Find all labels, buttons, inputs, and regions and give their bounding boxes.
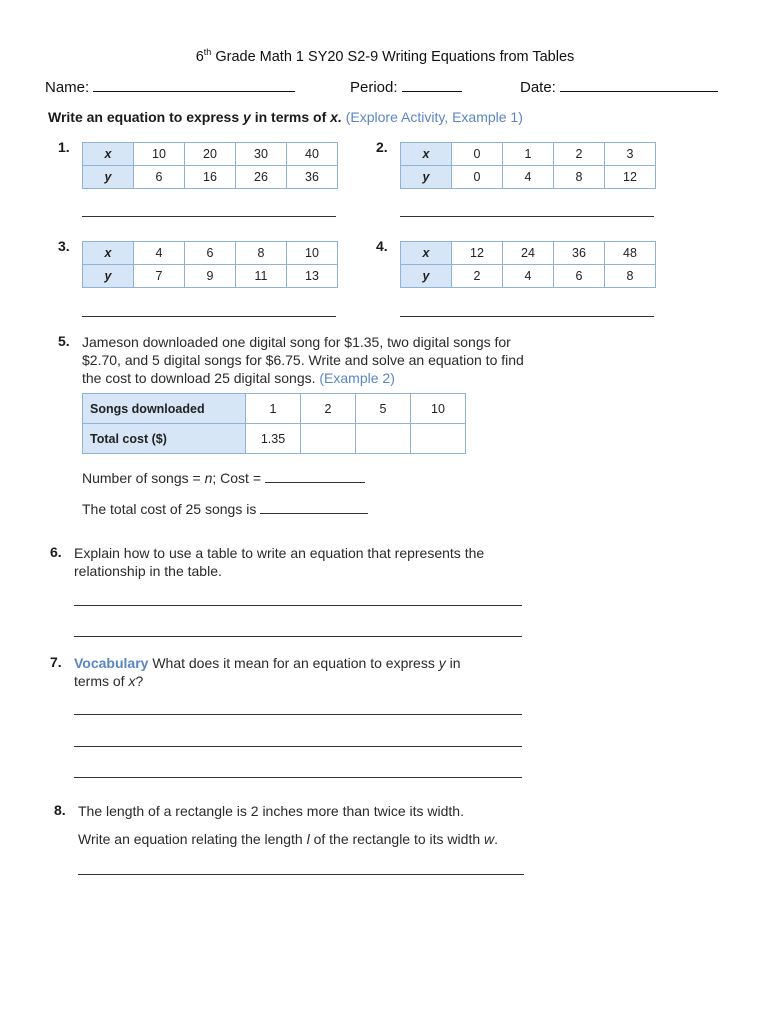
table-cell: 36 xyxy=(554,242,605,265)
total-cost-blank[interactable] xyxy=(260,513,368,514)
problem-8-text-line1: The length of a rectangle is 2 inches more than twice its width. xyxy=(78,803,464,819)
problem-5-reference: (Example 2) xyxy=(319,370,395,386)
table-cell: 10 xyxy=(411,394,466,424)
table-cell: 8 xyxy=(554,166,605,189)
x-header: x xyxy=(401,242,452,265)
table-cell: 16 xyxy=(185,166,236,189)
table-cell[interactable] xyxy=(356,424,411,454)
date-field[interactable] xyxy=(520,77,718,96)
date-blank[interactable] xyxy=(560,77,718,92)
table-cell: 48 xyxy=(605,242,656,265)
problem-7-answer-line[interactable] xyxy=(74,777,522,778)
table-cell[interactable] xyxy=(301,424,356,454)
problem-7-number: 7. xyxy=(50,654,62,670)
problem-2-table xyxy=(400,142,656,189)
table-cell: 6 xyxy=(554,265,605,288)
table-cell: 8 xyxy=(605,265,656,288)
table-cell: 12 xyxy=(452,242,503,265)
problem-3-number: 3. xyxy=(58,238,70,254)
table-cell: 4 xyxy=(503,265,554,288)
problem-5-text: Jameson downloaded one digital song for $1.35, two digital songs for $2.70, and 5 digital songs for $6.75. Write and solve an equation to find the cost to download 25 digital songs. (Example 2) xyxy=(82,334,524,386)
table-cell: 7 xyxy=(134,265,185,288)
problem-6-answer-line[interactable] xyxy=(74,636,522,637)
table-row xyxy=(83,265,338,288)
problem-2-number: 2. xyxy=(376,139,388,155)
table-cell: 9 xyxy=(185,265,236,288)
total-cost-label: Total cost ($) xyxy=(83,424,246,454)
problem-6-text: Explain how to use a table to write an equation that represents the relationship in the table. xyxy=(74,545,485,579)
cost-equation-line: Number of songs = n; Cost = xyxy=(82,469,365,487)
problem-8-answer-line[interactable] xyxy=(78,874,524,875)
table-cell: 1.35 xyxy=(246,424,301,454)
problem-6-answer-line[interactable] xyxy=(74,605,522,606)
table-cell: 40 xyxy=(287,143,338,166)
table-row xyxy=(83,424,466,454)
problem-8-number: 8. xyxy=(54,802,66,818)
table-cell: 0 xyxy=(452,143,503,166)
table-cell: 1 xyxy=(246,394,301,424)
table-cell: 10 xyxy=(287,242,338,265)
vocabulary-label: Vocabulary xyxy=(74,655,149,671)
table-row xyxy=(401,143,656,166)
y-header: y xyxy=(83,166,134,189)
table-cell: 36 xyxy=(287,166,338,189)
table-cell: 30 xyxy=(236,143,287,166)
table-cell: 12 xyxy=(605,166,656,189)
period-label: Period: xyxy=(350,79,398,96)
x-header: x xyxy=(83,143,134,166)
songs-table xyxy=(82,393,466,454)
name-label: Name: xyxy=(45,79,90,96)
name-blank[interactable] xyxy=(93,77,295,92)
cost-equation-blank[interactable] xyxy=(265,482,365,483)
table-cell: 26 xyxy=(236,166,287,189)
problem-3-answer-line[interactable] xyxy=(82,316,336,317)
problem-4-answer-line[interactable] xyxy=(400,316,654,317)
table-cell: 0 xyxy=(452,166,503,189)
problem-1-answer-line[interactable] xyxy=(82,216,336,217)
table-cell: 1 xyxy=(503,143,554,166)
y-header: y xyxy=(83,265,134,288)
problem-1-table xyxy=(82,142,338,189)
period-blank[interactable] xyxy=(402,77,462,92)
table-cell: 20 xyxy=(185,143,236,166)
table-cell: 6 xyxy=(134,166,185,189)
table-cell: 10 xyxy=(134,143,185,166)
table-row xyxy=(401,242,656,265)
table-row xyxy=(83,242,338,265)
problem-2-answer-line[interactable] xyxy=(400,216,654,217)
y-header: y xyxy=(401,265,452,288)
page-title: 6th Grade Math 1 SY20 S2-9 Writing Equations from Tables xyxy=(195,47,575,65)
problem-7-answer-line[interactable] xyxy=(74,746,522,747)
table-row xyxy=(83,394,466,424)
total-cost-line: The total cost of 25 songs is xyxy=(82,500,368,518)
name-field[interactable] xyxy=(45,77,295,96)
table-cell: 8 xyxy=(236,242,287,265)
problem-7-answer-line[interactable] xyxy=(74,714,522,715)
problem-5-number: 5. xyxy=(58,333,70,349)
table-row xyxy=(401,166,656,189)
x-header: x xyxy=(83,242,134,265)
problem-4-table xyxy=(400,241,656,288)
table-cell: 2 xyxy=(452,265,503,288)
table-cell: 2 xyxy=(554,143,605,166)
table-cell: 4 xyxy=(134,242,185,265)
songs-downloaded-label: Songs downloaded xyxy=(83,394,246,424)
problem-8-text-line2: Write an equation relating the length l of the rectangle to its width w. xyxy=(78,831,499,847)
date-label: Date: xyxy=(520,79,556,96)
y-header: y xyxy=(401,166,452,189)
problem-3-table xyxy=(82,241,338,288)
table-cell: 3 xyxy=(605,143,656,166)
table-row xyxy=(83,166,338,189)
problem-1-number: 1. xyxy=(58,139,70,155)
x-header: x xyxy=(401,143,452,166)
table-cell: 2 xyxy=(301,394,356,424)
table-cell: 24 xyxy=(503,242,554,265)
problem-7-text: Vocabulary What does it mean for an equation to express y in terms of x? xyxy=(74,655,461,689)
table-cell[interactable] xyxy=(411,424,466,454)
table-cell: 11 xyxy=(236,265,287,288)
problem-4-number: 4. xyxy=(376,238,388,254)
section-prompt: Write an equation to express y in terms of x. (Explore Activity, Example 1) xyxy=(48,109,523,125)
table-row xyxy=(83,143,338,166)
table-cell: 4 xyxy=(503,166,554,189)
table-cell: 13 xyxy=(287,265,338,288)
table-cell: 5 xyxy=(356,394,411,424)
table-cell: 6 xyxy=(185,242,236,265)
table-row xyxy=(401,265,656,288)
problem-6-number: 6. xyxy=(50,544,62,560)
period-field[interactable] xyxy=(350,77,462,96)
section-reference: (Explore Activity, Example 1) xyxy=(345,109,523,125)
